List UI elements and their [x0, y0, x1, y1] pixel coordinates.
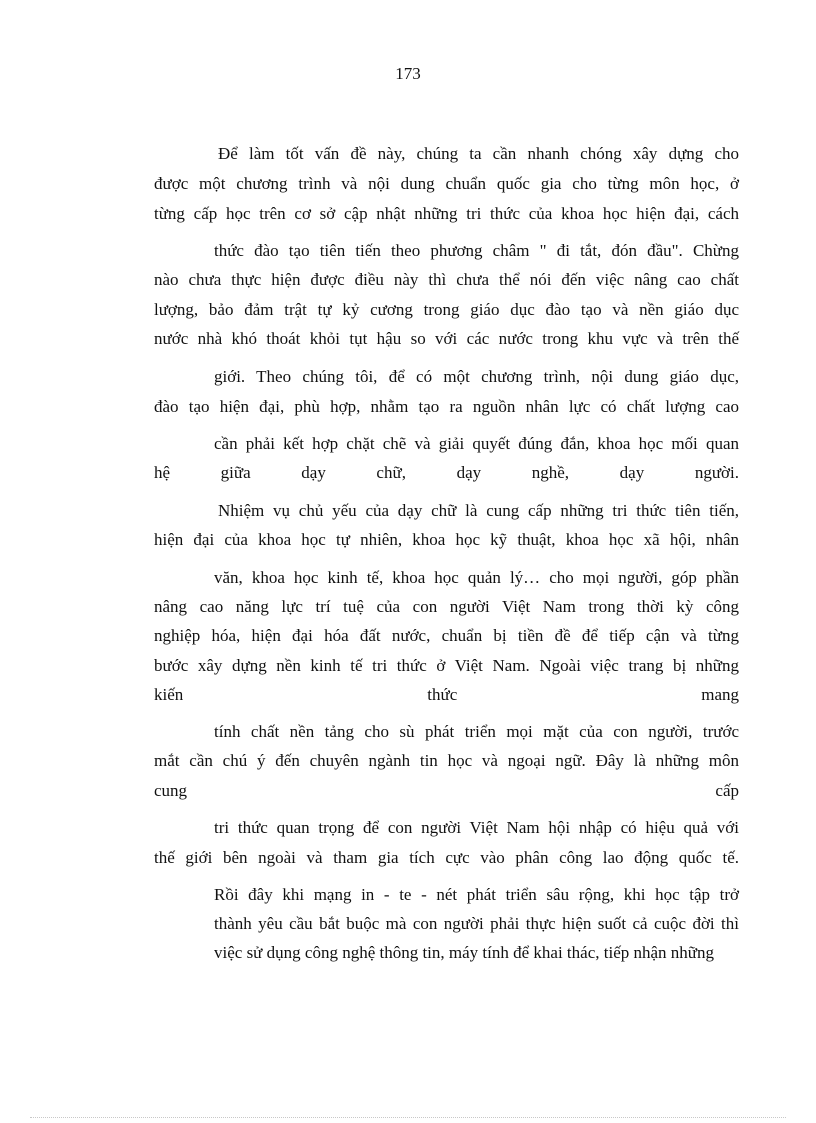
text-line: văn, khoa học kinh tế, khoa học quản lý… cho mọi người, góp phần [214, 568, 739, 587]
text-line: được một chương trình và nội dung chuẩn quốc gia cho từng môn học, ở [154, 174, 739, 193]
text-line: việc sử dụng công nghệ thông tin, máy tính để khai thác, tiếp nhận những [214, 943, 714, 962]
text-line: bước xây dựng nền kinh tế tri thức ở Việt Nam. Ngoài việc trang bị những [154, 656, 739, 675]
text-line: mắt cần chú ý đến chuyên ngành tin học và ngoại ngữ. Đây là những môn [154, 751, 739, 770]
text-line: nước nhà khó thoát khỏi tụt hậu so với các nước trong khu vực và trên thế [154, 329, 739, 348]
text-line: nào chưa thực hiện được điều này thì chưa thể nói đến việc nâng cao chất [154, 270, 739, 289]
text-line: đào tạo hiện đại, phù hợp, nhằm tạo ra nguồn nhân lực có chất lượng cao [154, 397, 739, 416]
text-line: Nhiệm vụ chủ yếu của dạy chữ là cung cấp những tri thức tiên tiến, [218, 501, 739, 520]
text-line: thành yêu cầu bắt buộc mà con người phải thực hiện suốt cả cuộc đời thì [214, 914, 739, 933]
page-number: 173 [395, 64, 421, 83]
text-line: giới. Theo chúng tôi, để có một chương trình, nội dung giáo dục, [214, 367, 739, 386]
text-line: từng cấp học trên cơ sở cập nhật những tri thức của khoa học hiện đại, cách [154, 204, 739, 223]
text-line: nghiệp hóa, hiện đại hóa đất nước, chuẩn bị tiền đề để tiếp cận và từng [154, 626, 739, 645]
text-line: lượng, bảo đảm trật tự kỷ cương trong giáo dục đào tạo và nền giáo dục [154, 300, 739, 319]
text-line: nâng cao năng lực trí tuệ của con người Việt Nam trong thời kỳ công [154, 597, 739, 616]
text-line: tính chất nền tảng cho sù phát triển mọi mặt của con người, trước [214, 722, 739, 741]
text-line: kiến thức mang [154, 685, 739, 704]
text-line: thế giới bên ngoài và tham gia tích cực vào phân công lao động quốc tế. [154, 848, 739, 867]
text-line: cung cấp [154, 781, 739, 800]
text-line: tri thức quan trọng để con người Việt Nam hội nhập có hiệu quả với [214, 818, 739, 837]
text-line: hiện đại của khoa học tự nhiên, khoa học kỹ thuật, khoa học xã hội, nhân [154, 530, 739, 549]
text-line: cần phải kết hợp chặt chẽ và giải quyết đúng đắn, khoa học mối quan [214, 434, 739, 453]
text-line: Rồi đây khi mạng in - te - nét phát triển sâu rộng, khi học tập trở [214, 885, 739, 904]
text-line: hệ giữa dạy chữ, dạy nghề, dạy người. [154, 463, 739, 482]
text-line: thức đào tạo tiên tiến theo phương châm " đi tắt, đón đầu". Chừng [214, 241, 739, 260]
footer-divider [30, 1117, 786, 1118]
text-line: Để làm tốt vấn đề này, chúng ta cần nhanh chóng xây dựng cho [218, 144, 739, 163]
